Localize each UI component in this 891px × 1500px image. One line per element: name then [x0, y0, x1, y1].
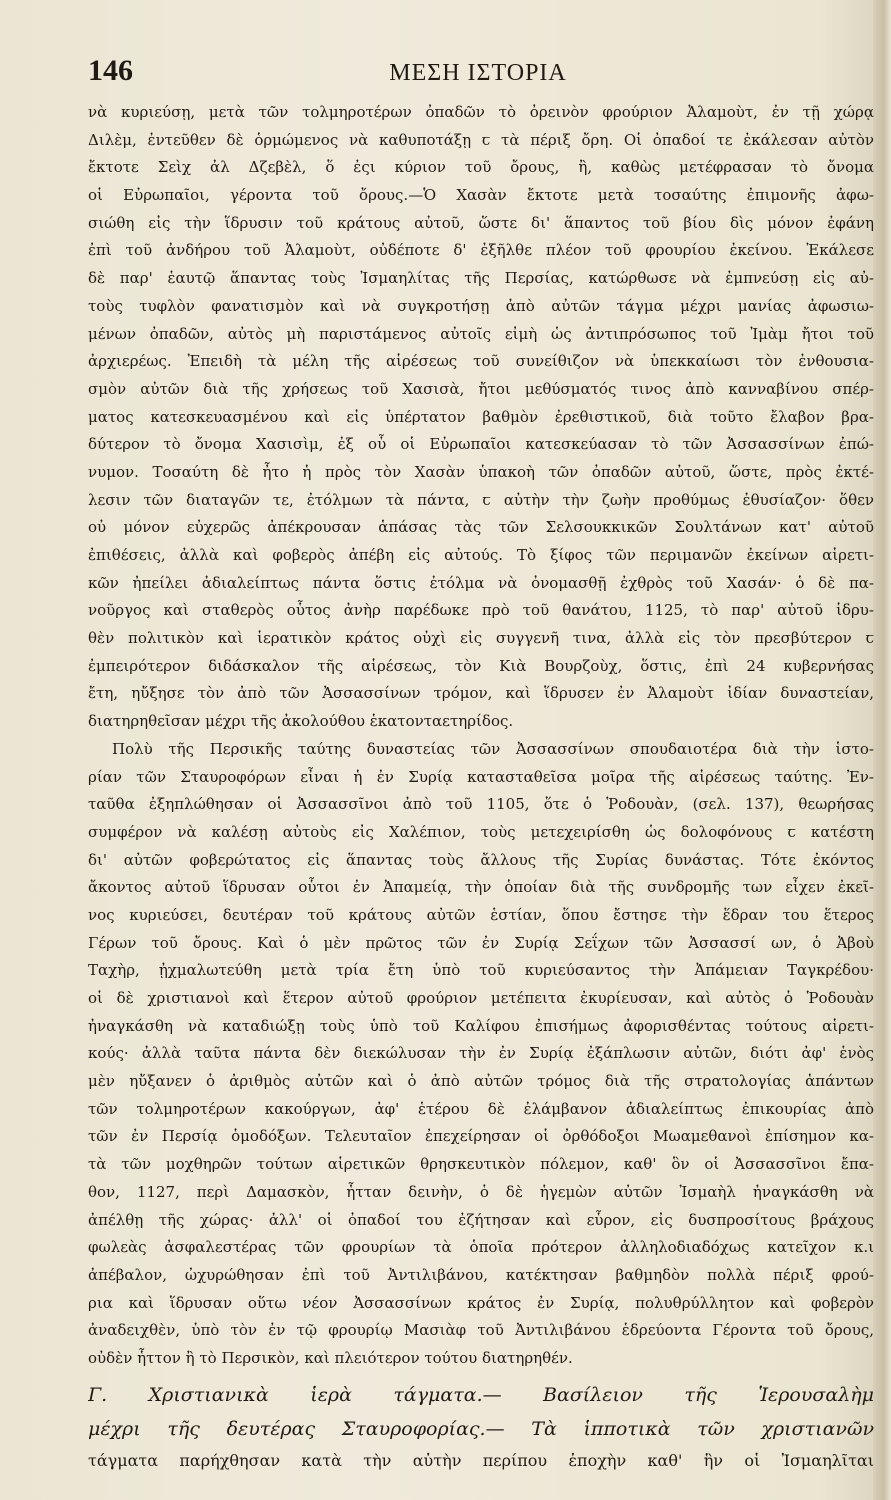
text-line: Ταχὴρ, ᾐχμαλωτεύθη μετὰ τρία ἔτη ὑπὸ τοῦ κυριεύσαντος τὴν Ἀπάμειαν Ταγκρέδου· — [88, 961, 874, 980]
text-line: μένων ὀπαδῶν, αὐτὸς μὴ παριστάμενος αὐτοῖς εἰμὴ ὡς ἀντιπρόσωπος τοῦ Ἰμὰμ ἤτοι τοῦ — [88, 324, 874, 343]
text-line: Διλὲμ, ἐντεῦθεν δὲ ὁρμώμενος νὰ καθυποτάξῃ ꞇ τὰ πέριξ ὄρη. Οἱ ὀπαδοί τε ἐκάλεσαν αὐτὸν — [88, 130, 874, 149]
text-line: τῶν τολμηροτέρων κακούργων, ἀφ' ἑτέρου δὲ ἐλάμβανον ἀδιαλείπτως ἐπικουρίας ἀπὸ — [88, 1099, 874, 1118]
text-line: σμὸν αὐτῶν διὰ τῆς χρήσεως τοῦ Χασισὰ, ἤτοι μεθύσματός τινος ἀπὸ κανναβίνου σπέρ- — [88, 379, 874, 398]
heading-line: μέχρι τῆς δευτέρας Σταυροφορίας.— Τὰ ἱπποτικὰ τῶν χριστιανῶν — [88, 1418, 874, 1440]
text-line: νοῦργος καὶ σταθερὸς οὗτος ἀνὴρ παρέδωκε πρὸ τοῦ θανάτου, 1125, τὸ παρ' αὐτοῦ ἱδρυ- — [88, 601, 874, 620]
page-edge — [873, 0, 891, 1500]
text-line: δύτερον τὸ ὄνομα Χασισὶμ, ἐξ οὗ οἱ Εὐρωπαῖοι κατεσκεύασαν τὸ τῶν Ἀσσασσίνων ἐπώ- — [88, 435, 874, 454]
text-line: θον, 1127, περὶ Δαμασκὸν, ἧτταν δεινὴν, ὁ δὲ ἡγεμὼν αὐτῶν Ἰσμαὴλ ἠναγκάσθη νὰ — [88, 1182, 874, 1201]
text-line: κῶν ἠπείλει ἀδιαλείπτως πάντα ὅστις ἐτόλμα νὰ ὀνομασθῇ ἐχθρὸς τοῦ Χασάν· ὁ δὲ πα- — [88, 573, 874, 592]
text-line: φωλεὰς ἀσφαλεστέρας τῶν φρουρίων τὰ ὁποῖα πρότερον ἀλληλοδιαδόχως κατεῖχον κ.ι — [88, 1238, 874, 1257]
text-line: κούς· ἀλλὰ ταῦτα πάντα δὲν διεκώλυσαν τὴν ἐν Συρίᾳ ἐξάπλωσιν αὐτῶν, διότι ἀφ' ἑνὸς — [88, 1044, 874, 1063]
text-line: ρίαν τῶν Σταυροφόρων εἶναι ἡ ἐν Συρίᾳ κατασταθεῖσα μοῖρα τῆς αἱρέσεως ταύτης. Ἐν- — [88, 767, 874, 786]
page-number: 146 — [88, 54, 133, 87]
text-line: ἔτη, ηὔξησε τὸν ἀπὸ τῶν Ἀσσασσίνων τρόμον, καὶ ἵδρυσεν ἐν Ἀλαμοὺτ ἰδίαν δυναστείαν, — [88, 684, 874, 703]
text-line: θὲν πολιτικὸν καὶ ἱερατικὸν κράτος οὐχὶ εἰς συγγενῆ τινα, ἀλλὰ εἰς τὸν πρεσβύτερον ꞇ — [88, 629, 874, 648]
text-line: ἐμπειρότερον διδάσκαλον τῆς αἱρέσεως, τὸν Κιὰ Βουρζοὺχ, ὅστις, ἐπὶ 24 κυβερνήσας — [88, 656, 874, 675]
text-line: νὰ κυριεύσῃ, μετὰ τῶν τολμηροτέρων ὀπαδῶν τὸ ὀρεινὸν φρούριον Ἀλαμοὺτ, ἐν τῇ χώρᾳ — [88, 103, 874, 121]
text-line: τοὺς τυφλὸν φανατισμὸν καὶ νὰ συγκροτήσῃ ἀπὸ αὐτῶν τάγμα μέχρι μανίας ἀφωσιω- — [88, 296, 874, 315]
page-header — [88, 54, 868, 94]
text-line: συμφέρον νὰ καλέσῃ αὐτοὺς εἰς Χαλέπιον, τοὺς μετεχειρίσθη ὡς δολοφόνους ꞇ κατέστη — [88, 822, 874, 841]
text-line: ἀρχιερέως. Ἐπειδὴ τὰ μέλη τῆς αἱρέσεως τοῦ συνείθιζον νὰ ὑπεκκαίωσι τὸν ἐνθουσια- — [88, 352, 874, 371]
text-line: ἐπὶ τοῦ ἀνδήρου τοῦ Ἀλαμοὺτ, οὐδέποτε δ' ἐξῆλθε πλέον τοῦ φρουρίου ἐκείνου. Ἐκάλεσε — [88, 241, 874, 260]
text-line: σιώθη εἰς τὴν ἵδρυσιν τοῦ κράτους αὐτοῦ, ὥστε δι' ἅπαντος τοῦ βίου δὶς μόνον ἐφάνη — [88, 213, 874, 232]
text-line: ταῦθα ἐξηπλώθησαν οἱ Ἀσσασσῖνοι ἀπὸ τοῦ 1105, ὅτε ὁ Ῥοδουὰν, (σελ. 137), θεωρήσας — [88, 795, 874, 814]
text-line: οἱ δὲ χριστιανοὶ καὶ ἕτερον αὐτοῦ φρούριον μετέπειτα ἐκυρίευσαν, καὶ αὐτὸς ὁ Ῥοδουὰν — [88, 989, 874, 1007]
text-line: διατηρηθεῖσαν μέχρι τῆς ἀκολούθου ἑκατονταετηρίδος. — [88, 712, 514, 731]
text-line: οὐδὲν ἧττον ἢ τὸ Περσικὸν, καὶ πλειότερον τούτου διατηρηθέν. — [88, 1348, 573, 1367]
text-line: ἀπέλθῃ τῆς χώρας· ἀλλ' οἱ ὀπαδοί του ἐζήτησαν καὶ εὗρον, εἰς δυσπροσίτους βράχους — [88, 1210, 874, 1229]
text-line: νος κυριεύσει, δευτέραν τοῦ κράτους αὐτῶν ἑστίαν, ὅπου ἔστησε τὴν ἕδραν του ἕτερος — [88, 905, 874, 924]
text-line: ἀπέβαλον, ὠχυρώθησαν ἐπὶ τοῦ Ἀντιλιβάνου, κατέκτησαν βαθμηδὸν πολλὰ πέριξ φρού- — [88, 1265, 874, 1284]
text-line: ματος κατεσκευασμένου καὶ εἰς ὑπέρτατον βαθμὸν ἐρεθιστικοῦ, διὰ τοῦτο ἔλαβον βρα- — [88, 407, 874, 426]
text-line: τῶν ἐν Περσίᾳ ὁμοδόξων. Τελευταῖον ἐπεχείρησαν οἱ ὀρθόδοξοι Μωαμεθανοὶ ἐπίσημον κα- — [88, 1127, 874, 1146]
heading-line: Γ. Χριστιανικὰ ἱερὰ τάγματα.— Βασίλειον τῆς Ἱερουσαλὴμ — [88, 1384, 874, 1406]
section-heading — [88, 1378, 874, 1476]
text-line: ρια καὶ ἵδρυσαν οὕτω νέον Ἀσσασσίνων κράτος ἐν Συρίᾳ, πολυθρύλλητον καὶ φοβερὸν — [88, 1293, 874, 1312]
text-line: μὲν ηὔξανεν ὁ ἀριθμὸς αὐτῶν καὶ ὁ ἀπὸ αὐτῶν τρόμος διὰ τῆς στρατολογίας ἁπάντων — [88, 1072, 874, 1091]
text-line: οἱ Εὐρωπαῖοι, γέροντα τοῦ ὄρους.—Ὁ Χασὰν ἔκτοτε μετὰ τοσαύτης ἐπιμονῆς ἀφω- — [88, 186, 874, 205]
text-line: Γέρων τοῦ ὄρους. Καὶ ὁ μὲν πρῶτος τῶν ἐν Συρίᾳ Σεΐχων τῶν Ἀσσασσί ων, ὁ Ἀβοὺ — [88, 933, 874, 952]
text-line: δὲ παρ' ἑαυτῷ ἅπαντας τοὺς Ἰσμαηλίτας τῆς Περσίας, κατώρθωσε νὰ ἐμπνεύσῃ εἰς αὐ- — [88, 269, 874, 288]
running-title: ΜΕΣΗ ΙΣΤΟΡΙΑ — [389, 60, 567, 86]
text-line: οὐ μόνον εὐχερῶς ἀπέκρουσαν ἁπάσας τὰς τῶν Σελσουκκικῶν Σουλτάνων κατ' αὐτοῦ — [88, 518, 874, 537]
body-text — [88, 99, 874, 1373]
text-line: ἠναγκάσθη νὰ καταδιώξῃ τοὺς ὑπὸ τοῦ Καλίφου ἐπισήμως ἀφορισθέντας τούτους αἱρετι- — [88, 1016, 874, 1035]
text-line: νυμον. Τοσαύτη δὲ ἦτο ἡ πρὸς τὸν Χασὰν ὑπακοὴ τῶν ὀπαδῶν αὐτοῦ, ὥστε, πρὸς ἐκτέ- — [88, 462, 874, 481]
text-line: ἀναδειχθὲν, ὑπὸ τὸν ἐν τῷ φρουρίῳ Μασιὰφ τοῦ Ἀντιλιβάνου ἑδρεύοντα Γέροντα τοῦ ὄρους, — [88, 1321, 874, 1340]
text-line: δι' αὐτῶν φοβερώτατος εἰς ἅπαντας τοὺς ἄλλους τῆς Συρίας δυνάστας. Τότε ἐκόντος — [88, 850, 874, 869]
text-line: Πολὺ τῆς Περσικῆς ταύτης δυναστείας τῶν Ἀσσασσίνων σπουδαιοτέρα διὰ τὴν ἱστο- — [112, 739, 874, 758]
heading-continuation-line: τάγματα παρήχθησαν κατὰ τὴν αὐτὴν περίπου ἐποχὴν καθ' ἣν οἱ Ἰσμαηλῖται — [88, 1451, 874, 1470]
text-line: ἄκοντος αὐτοῦ ἵδρυσαν οὗτοι ἐν Ἀπαμείᾳ, τὴν ὁποίαν διὰ τῆς συνδρομῆς των εἶχεν ἐκεῖ- — [88, 878, 874, 897]
text-line: λεσιν τῶν διαταγῶν τε, ἐτόλμων τὰ πάντα, ꞇ αὐτὴν τὴν ζωὴν προθύμως ἐθυσίαζον· ὅθεν — [88, 490, 874, 509]
text-line: ἔκτοτε Σεὶχ ἀλ Δζεβὲλ, ὅ ἐςι κύριον τοῦ ὄρους, ἢ, καθὼς μετέφρασαν τὸ ὄνομα — [88, 158, 874, 177]
text-line: τὰ τῶν μοχθηρῶν τούτων αἱρετικῶν θρησκευτικὸν πόλεμον, καθ' ὃν οἱ Ἀσσασσῖνοι ἔπα- — [88, 1155, 874, 1174]
text-line: ἐπιθέσεις, ἀλλὰ καὶ φοβερὸς ἀπέβη εἰς αὐτούς. Τὸ ξίφος τῶν περιμανῶν ἐκείνων αἱρετι- — [88, 546, 874, 564]
